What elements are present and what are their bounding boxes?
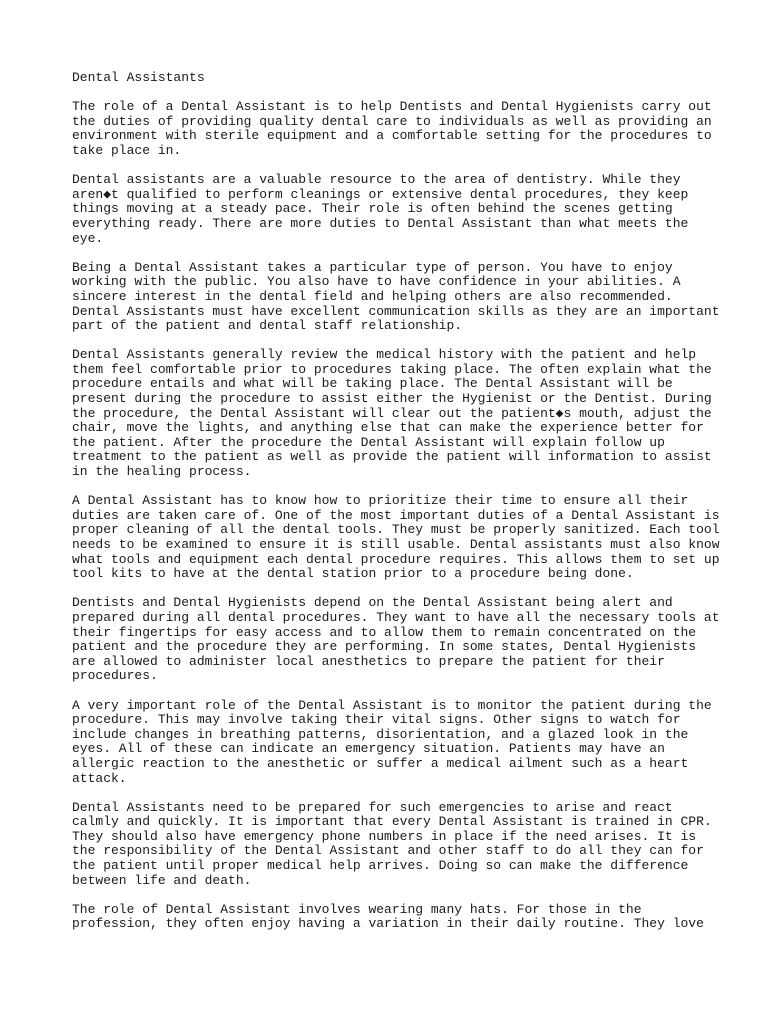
paragraph <box>72 100 712 158</box>
paragraph-line: allergic reaction to the anesthetic or suffer a medical ailment such as a heart <box>72 755 689 771</box>
paragraph-line: environment with sterile equipment and a comfortable setting for the procedures to <box>72 128 712 144</box>
paragraph-line: procedure. This may involve taking their vital signs. Other signs to watch for <box>72 712 681 728</box>
paragraph-line: Dental Assistants generally review the medical history with the patient and help <box>72 347 697 363</box>
paragraph-line: sincere interest in the dental field and helping others are also recommended. <box>72 288 673 304</box>
paragraph-line: attack. <box>72 770 127 786</box>
paragraph-line: needs to be examined to ensure it is still usable. Dental assistants must also know <box>72 537 720 552</box>
paragraph-line: the procedure, the Dental Assistant will clear out the patient◆s mouth, adjust the <box>72 405 712 421</box>
paragraph-line: treatment to the patient as well as provide the patient will information to assist <box>72 449 712 465</box>
paragraph-line: take place in. <box>72 142 182 158</box>
paragraph <box>72 595 720 684</box>
paragraph-line: eyes. All of these can indicate an emergency situation. Patients may have an <box>72 741 665 757</box>
paragraph-line: include changes in breathing patterns, disorientation, and a glazed look in the <box>72 726 689 742</box>
paragraph-line: profession, they often enjoy having a variation in their daily routine. They love <box>72 916 704 932</box>
paragraph-line: them feel comfortable prior to procedures taking place. The often explain what the <box>72 361 712 377</box>
paragraph-line: between life and death. <box>72 872 252 888</box>
document-body <box>72 99 720 932</box>
paragraph-line: their fingertips for easy access and to allow them to remain concentrated on the <box>72 624 697 640</box>
paragraph-line: what tools and equipment each dental procedure requires. This allows them to set up <box>72 551 720 567</box>
paragraph-line: working with the public. You also have to have confidence in your abilities. A <box>72 274 681 290</box>
paragraph-line: Being a Dental Assistant takes a particular type of person. You have to enjoy <box>72 259 673 275</box>
paragraph <box>72 903 712 932</box>
paragraph <box>72 348 712 479</box>
paragraph <box>72 173 712 246</box>
paragraph-line: chair, move the lights, and anything else that can make the experience better for <box>72 420 704 436</box>
paragraph-line: duties are taken care of. One of the most important duties of a Dental Assistant is <box>72 507 720 523</box>
paragraph-line: the responsibility of the Dental Assistant and other staff to do all they can for <box>72 843 704 859</box>
paragraph <box>72 801 712 889</box>
paragraph-line: A Dental Assistant has to know how to prioritize their time to ensure all their <box>72 493 689 509</box>
paragraph-line: prepared during all dental procedures. They want to have all the necessary tools at <box>72 609 720 625</box>
paragraph-line: A very important role of the Dental Assistant is to monitor the patient during the <box>72 697 712 713</box>
paragraph-line: Dental Assistants must have excellent communication skills as they are an important <box>72 303 720 319</box>
paragraph-line: tool kits to have at the dental station prior to a procedure being done. <box>72 566 634 582</box>
paragraph-line: the patient until proper medical help arrives. Doing so can make the difference <box>72 858 689 874</box>
paragraph-line: the patient. After the procedure the Dental Assistant will explain follow up <box>72 434 665 450</box>
paragraph-line: present during the procedure to assist either the Hygienist or the Dentist. During <box>72 391 712 407</box>
paragraph <box>72 259 720 334</box>
paragraph-line: The role of a Dental Assistant is to help Dentists and Dental Hygienists carry out <box>72 99 712 115</box>
paragraph-line: Dentists and Dental Hygienists depend on the Dental Assistant being alert and <box>72 595 673 611</box>
paragraph-line: The role of Dental Assistant involves wearing many hats. For those in the <box>72 901 642 917</box>
paragraph-line: procedures. <box>72 668 158 684</box>
paragraph-line: eye. <box>72 230 104 246</box>
document-page <box>72 70 720 947</box>
paragraph-line: the duties of providing quality dental care to individuals as well as providing an <box>72 113 712 129</box>
paragraph-line: proper cleaning of all the dental tools. They must be properly sanitized. Each tool <box>72 522 720 538</box>
document-title: Dental Assistants <box>72 70 205 85</box>
paragraph-line: procedure entails and what will be taking place. The Dental Assistant will be <box>72 376 673 392</box>
paragraph-line: everything ready. There are more duties to Dental Assistant than what meets the <box>72 215 689 231</box>
paragraph-line: in the healing process. <box>72 464 252 480</box>
paragraph-line: calmly and quickly. It is important that every Dental Assistant is trained in CPR. <box>72 814 712 830</box>
paragraph-line: Dental assistants are a valuable resource to the area of dentistry. While they <box>72 172 681 188</box>
paragraph <box>72 699 712 787</box>
paragraph-line: are allowed to administer local anesthetics to prepare the patient for their <box>72 653 665 669</box>
paragraph-line: They should also have emergency phone numbers in place if the need arises. It is <box>72 828 697 844</box>
paragraph-line: part of the patient and dental staff relationship. <box>72 318 463 334</box>
paragraph-line: aren◆t qualified to perform cleanings or extensive dental procedures, they keep <box>72 186 689 202</box>
paragraph <box>72 493 720 582</box>
paragraph-line: Dental Assistants need to be prepared for such emergencies to arise and react <box>72 799 673 815</box>
paragraph-line: patient and the procedure they are performing. In some states, Dental Hygienists <box>72 639 697 655</box>
paragraph-line: things moving at a steady pace. Their role is often behind the scenes getting <box>72 201 673 217</box>
